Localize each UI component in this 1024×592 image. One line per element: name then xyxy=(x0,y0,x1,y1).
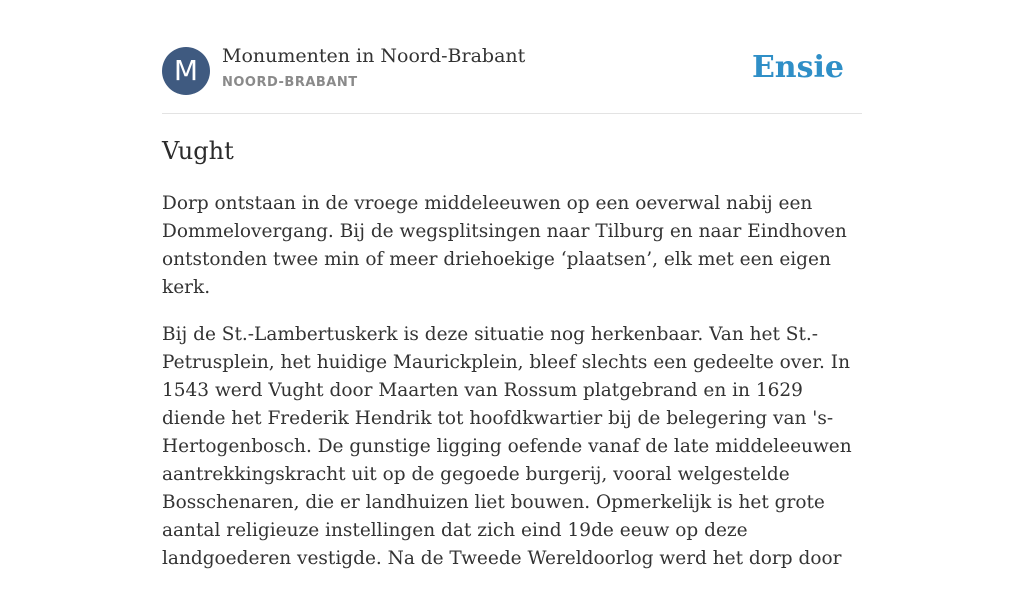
article-body xyxy=(162,190,862,592)
avatar[interactable]: M xyxy=(162,47,210,95)
site-subtitle[interactable]: NOORD-BRABANT xyxy=(222,75,358,90)
brand-logo[interactable]: Ensie xyxy=(751,50,844,85)
article-title: Vught xyxy=(162,137,234,165)
site-header xyxy=(162,0,862,114)
article-paragraph: Dorp ontstaan in de vroege middeleeuwen op een oeverwal nabij een Dommelovergang. Bij de wegsplitsingen naar Tilburg en naar Eindhoven ontstonden twee min of meer driehoekige ‘plaatsen’, elk met een eigen kerk. xyxy=(162,193,847,298)
site-title[interactable]: Monumenten in Noord-Brabant xyxy=(222,45,526,67)
page-container xyxy=(162,0,862,569)
article-paragraph: Bij de St.-Lambertuskerk is deze situatie nog herkenbaar. Van het St.-Petrusplein, het huidige Maurickplein, bleef slechts een gedeelte over. In 1543 werd Vught door Maarten van Rossum platgebrand en in 1629 diende het Frederik Hendrik tot hoofdkwartier bij de belegering van 's-Hertogenbosch. De gunstige ligging oefende vanaf de late middeleeuwen aantrekkingskracht uit op de gegoede burgerij, vooral welgestelde Bosschenaren, die er landhuizen liet bouwen. Opmerkelijk is het grote aantal religieuze instellingen dat zich eind 19de eeuw op deze landgoederen vestigde. Na de Tweede Wereldoorlog werd het dorp door xyxy=(162,324,852,569)
